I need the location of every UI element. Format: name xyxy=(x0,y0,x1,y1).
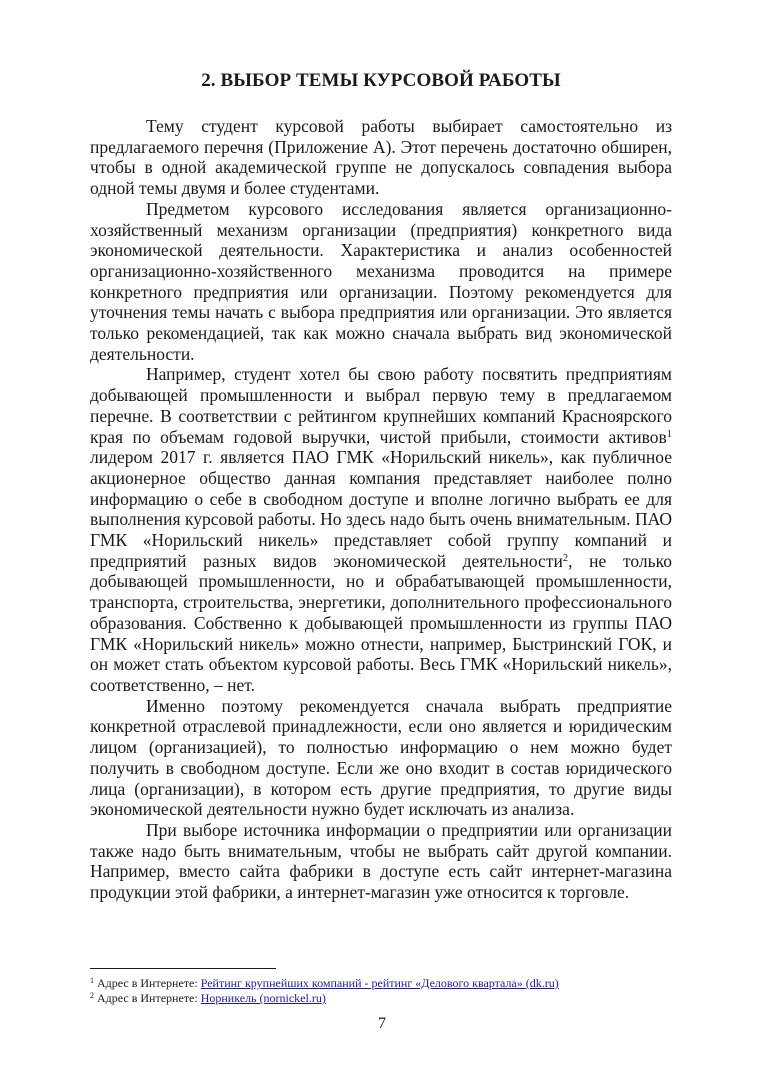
paragraph-3 xyxy=(90,364,672,695)
footnote-1-number: 1 xyxy=(90,976,94,985)
paragraph-4: Именно поэтому рекомендуется сначала выбрать предприятие конкретной отраслевой принадлежности, если оно является и юридическим лицом (организацией), то полностью информацию о нем можно будет получить в свободном доступе. Если же оно входит в состав юридического лица (организации), в котором есть другие предприятия, то другие виды экономической деятельности нужно будет исключать из анализа. xyxy=(90,695,672,820)
footnote-1-prefix: Адрес в Интернете: xyxy=(97,976,201,990)
paragraph-1: Тему студент курсовой работы выбирает самостоятельно из предлагаемого перечня (Приложение А). Этот перечень достаточно обширен, чтобы в одной академической группе не допускалось совпадения выбора одной темы двумя и более студентами. xyxy=(90,116,672,199)
footnote-separator xyxy=(90,968,276,969)
paragraph-3-part-2: лидером 2017 г. является ПАО ГМК «Норильский никель», как публичное акционерное общество данная компания представляет наиболее полно информацию о себе в свободном доступе и вполне логично выбрать ее для выполнения курсовой работы. Но здесь надо быть очень внимательным. ПАО ГМК «Норильский никель» представляет собой группу компаний и предприятий разных видов экономической деятельности xyxy=(90,447,672,571)
footnote-2 xyxy=(90,991,672,1006)
paragraph-2: Предметом курсового исследования является организационно-хозяйственный механизм организации (предприятия) конкретного вида экономической деятельности. Характеристика и анализ особенностей организационно-хозяйственного механизма проводится на примере конкретного предприятия или организации. Поэтому рекомендуется для уточнения темы начать с выбора предприятия или организации. Это является только рекомендацией, так как можно сначала выбрать вид экономической деятельности. xyxy=(90,198,672,364)
footnote-ref-1[interactable]: 1 xyxy=(666,428,672,440)
paragraph-5: При выборе источника информации о предприятии или организации также надо быть внимательным, чтобы не выбрать сайт другой компании. Например, вместо сайта фабрики в доступе есть сайт интернет-магазина продукции этой фабрики, а интернет-магазин уже относится к торговле. xyxy=(90,819,672,903)
paragraph-3-part-1: Например, студент хотел бы свою работу посвятить предприятиям добывающей промышленности и выбрал первую тему в предлагаемом перечне. В соответствии с рейтингом крупнейших компаний Красноярского края по объемам годовой выручки, чистой прибыли, стоимости активов xyxy=(90,364,672,447)
body-text xyxy=(90,116,672,903)
section-heading: 2. ВЫБОР ТЕМЫ КУРСОВОЙ РАБОТЫ xyxy=(201,70,561,91)
footnote-1-link[interactable]: Рейтинг крупнейших компаний - рейтинг «Делового квартала» (dk.ru) xyxy=(200,976,559,990)
footnote-2-link[interactable]: Норникель (nornickel.ru) xyxy=(200,991,326,1005)
footnote-ref-2[interactable]: 2 xyxy=(562,552,569,564)
footnote-2-prefix: Адрес в Интернете: xyxy=(97,991,201,1005)
footnote-1 xyxy=(90,976,672,991)
footnotes xyxy=(90,976,672,1006)
footnote-2-number: 2 xyxy=(90,991,94,1000)
page-number: 7 xyxy=(378,1015,386,1032)
paragraph-3-part-3: , не только добывающей промышленности, но и обрабатывающей промышленности, транспорта, строительства, энергетики, дополнительного профессионального образования. Собственно к добывающей промышленности из группы ПАО ГМК «Норильский никель» можно отнести, например, Быстринский ГОК, и он может стать объектом курсовой работы. Весь ГМК «Норильский никель», соответственно, – нет. xyxy=(90,550,672,695)
